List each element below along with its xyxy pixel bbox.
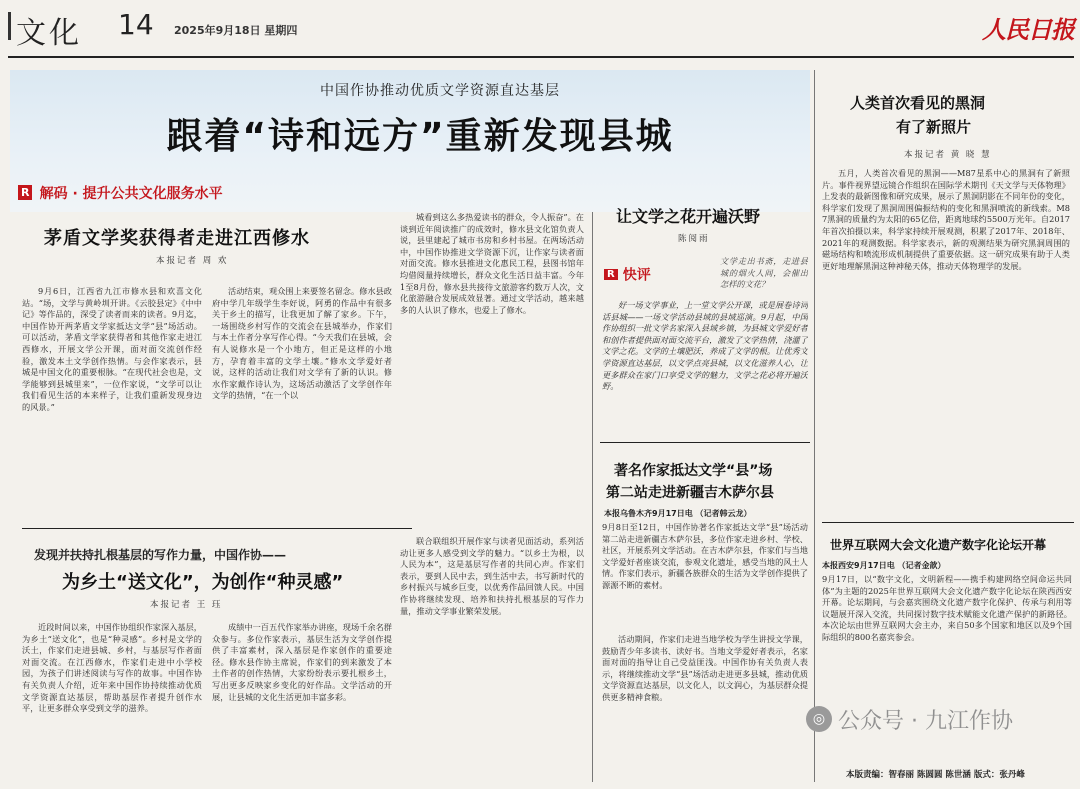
story2-title: 为乡土“送文化”，为创作“种灵感” bbox=[62, 572, 344, 593]
story3-column-2: 活动期间，作家们走进当地学校为学生讲授文学课，鼓励青少年多读书、读好书。当地文学爱好者表示，名家面对面的指导让自己受益匪浅。中国作协有关负责人表示，将继续推动文学“县”场活动走进更多县城，推动优质文学资源直达基层，以文化人，以文润心，为基层群众提供更多精神食粮。 bbox=[602, 634, 808, 702]
series-tag bbox=[18, 182, 223, 202]
side1-title-line1: 人类首次看见的黑洞 bbox=[850, 94, 986, 112]
story2-byline: 本报记者 王 珏 bbox=[150, 600, 223, 610]
story2-column-2: 成绩中一百五代作家举办讲座，现场千余名群众参与。多位作家表示，基层生活为文学创作提供了丰富素材，深入基层是作家创作的重要途径。修水县作协主席说，作家们的到来激发了本土作者的创作热情，大家纷纷表示要扎根乡土，写出更多反映家乡变化的好作品。文学活动的开展，让县城的文化生活更加丰富多彩。 bbox=[212, 622, 392, 702]
watermark bbox=[806, 704, 1080, 740]
wechat-icon: ◎ bbox=[806, 706, 832, 732]
side1-text: 五月，人类首次看见的黑洞——M87星系中心的黑洞有了新照片。事件视界望远镜合作组织在国际学术期刊《天文学与天体物理》上发表的最新图像和研究成果，展示了黑洞阴影在不同年份的变化，科学家们发现了黑洞周围偏振结构的变化和黑洞喷流的新线索。M87黑洞的质量约为太阳的65亿倍，距离地球约5500万光年。自2017年首次拍摄以来，科学家持续开展观测，积累了2017年、2018年、2021年的观测数据。科学家表示，新的观测结果为研究黑洞周围的磁场结构和喷流形成机制提供了重要依据。这一研究成果有助于人类更好地理解黑洞这种神秘天体，推动天体物理学的发展。 bbox=[822, 168, 1070, 271]
side1-title-line2: 有了新照片 bbox=[896, 118, 972, 136]
story3-title-line1: 著名作家抵达文学“县”场 bbox=[614, 463, 773, 479]
story1-bottom-rule bbox=[22, 528, 412, 529]
comment-title: 让文学之花开遍沃野 bbox=[616, 207, 761, 226]
page-credits: 本版责编：智春丽 陈圆圆 陈世涵 版式：张丹峰 bbox=[846, 770, 1025, 780]
story1-column-2: 活动结束，观众围上来要签名留念。修水县政府中学几年级学生李好说，阿勇的作品中有很多关于乡土的描写，让我更加了解了家乡。下午，一场围绕乡村写作的交流会在县城举办，作家们与本土作者分享写作心得。“今天我们在县城，会有人说修水是一个小地方，但正是这样的小地方，孕育着丰富的文学土壤。”修水文学爱好者说，这样的活动让我们对文学有了新的认识。修水作家戴作诗认为，这场活动激活了文学创作年文学的热情，“在一个以 bbox=[212, 286, 392, 401]
series-label: 解码 · 提升公共文化服务水平 bbox=[39, 185, 223, 202]
side2-text: 9月17日，以“数字文化，文明新程——携手构建网络空间命运共同体”为主题的2025年世界互联网大会文化遗产数字化论坛在陕西西安开幕。论坛期间，与会嘉宾围绕文化遗产数字化保护、传承与利用等议题展开深入交流，共同探讨数字技术赋能文化遗产保护的新路径。本次论坛由世界互联网大会主办，来自50多个国家和地区以及9个国际组织的800名嘉宾参会。 bbox=[822, 574, 1072, 642]
story2-column-1: 近段时间以来，中国作协组织作家深入基层，为乡土“送文化”，也是“种灵感”。乡村是文学的沃土，作家们走进县城、乡村，与基层写作者面对面交流。在江西修水，作家们走进中小学校园，为孩子们讲述阅读与写作的故事。中国作协有关负责人介绍，近年来中国作协持续推动优质文学资源直达基层，帮助基层作者提升创作水平，让更多群众享受到文学的滋养。 bbox=[22, 622, 202, 714]
comment-byline: 陈阅雨 bbox=[678, 234, 710, 244]
story2-column-3: 联合联组织开展作家与读者见面活动，系列活动让更多人感受到文学的魅力。“以乡土为根，以人民为本”，这是基层写作者的共同心声。作家们表示，要到人民中去，到生活中去，书写新时代的乡村振兴与城乡巨变，以优秀作品回馈人民。中国作协将继续发现、培养和扶持扎根基层的写作力量，推动文学事业繁荣发展。 bbox=[400, 536, 584, 616]
side2-title: 世界互联网大会文化遗产数字化论坛开幕 bbox=[830, 538, 1047, 552]
lead-banner bbox=[10, 70, 810, 212]
watermark-text: 公众号 · 九江作协 bbox=[838, 709, 1013, 734]
section-name: 文化 bbox=[16, 16, 82, 51]
page-number: 14 bbox=[118, 8, 154, 41]
comment-badge: R bbox=[604, 269, 618, 280]
center-column-divider bbox=[592, 212, 593, 782]
comment-badge-label: 快评 bbox=[622, 267, 651, 284]
story3-dateline: 本报乌鲁木齐9月17日电 （记者韩云龙） bbox=[604, 509, 752, 518]
comment-text: 好一场文学事业，上一堂文学公开课，或是展卷诗词话县城——一场文学活动县域的县域巡演。9月起，中国作协组织一批文学名家深入县域乡镇，为县城文学爱好者和创作者提供面对面交流平台，激发了文学热情，浇灌了文学之花。文学的土壤肥沃，养成了文学的根。让优秀文学资源直达基层，以文学点亮县城，以文化滋养人心，让更多群众在家门口享受文学的魅力，文学之花必将开遍沃野。 bbox=[602, 300, 808, 392]
story1-byline: 本报记者 周 欢 bbox=[156, 256, 229, 266]
side2-dateline: 本报西安9月17日电 （记者金歆） bbox=[822, 561, 946, 570]
story1-title: 茅盾文学奖获得者走进江西修水 bbox=[44, 228, 310, 249]
masthead bbox=[0, 0, 1080, 58]
side1-bottom-rule bbox=[822, 522, 1074, 523]
story3-title-line2: 第二站走进新疆吉木萨尔县 bbox=[606, 485, 774, 501]
issue-date: 2025年9月18日 星期四 bbox=[174, 24, 298, 37]
masthead-rule bbox=[8, 56, 1074, 58]
comment-tag bbox=[604, 264, 651, 285]
right-column-divider bbox=[814, 70, 815, 782]
comment-pullquote: 文学走出书斋，走进县城的烟火人间，会催出怎样的文花？ bbox=[720, 256, 808, 290]
story3-column-1: 9月8日至12日，中国作协著名作家抵达文学“县”场活动第二站走进新疆吉木萨尔县，多位作家走进乡村、学校、社区，开展系列文学活动。在吉木萨尔县，作家们与当地文学爱好者座谈交流，参观文化遗址，感受当地的风土人情。作家们表示，新疆各族群众的生活为文学创作提供了源源不断的素材。 bbox=[602, 522, 808, 590]
side1-byline: 本报记者 黄 晓 慧 bbox=[904, 150, 992, 160]
story1-column-1: 9月6日，江西省九江市修水县和欢喜文化站。“场，文学与黄岭圳开讲。《云胶县定》《中中记》等作品的，深受了读者而来的读者。9月迄，中国作协开两茅盾文学家抵达文学“县”场活动。可以活动，茅盾文学家获得者和其他作家走进江西修水，开展文学公开课，面对面交流创作经验，激发本土文学创作热情。与会作家表示，县城是中国文化的重要根脉。“在现代社会也是，文学能够到县城里来”，一位作家说，“文学可以让我们看见生活的本来样子，让我们重新发现身边的风景。” bbox=[22, 286, 202, 412]
masthead-bracket bbox=[8, 12, 11, 40]
story1-column-3: 城看到这么多热爱读书的群众，令人振奋”。在谈到近年阅读推广的成效时，修水县文化馆负责人说，县里建起了城市书房和乡村书屋。在两场活动中，中国作协推进文学资源下沉，让作家与读者面对面交流。修水县推进文化惠民工程，县图书馆年均借阅量持续增长，群众文化生活日益丰富。今年1至8月份，修水县共接待文旅游客约数万人次，文化旅游融合发展成效显著。通过文学活动，越来越多的人认识了修水，也爱上了修水。 bbox=[400, 212, 584, 315]
lead-headline: 跟着“诗和远方”重新发现县城 bbox=[166, 116, 674, 157]
paper-logo: 人民日报 bbox=[982, 15, 1074, 44]
comment-bottom-rule bbox=[600, 442, 810, 443]
series-badge: R bbox=[18, 185, 32, 200]
lead-kicker: 中国作协推动优质文学资源直达基层 bbox=[320, 83, 560, 99]
story2-kicker: 发现并扶持扎根基层的写作力量，中国作协—— bbox=[34, 548, 287, 562]
